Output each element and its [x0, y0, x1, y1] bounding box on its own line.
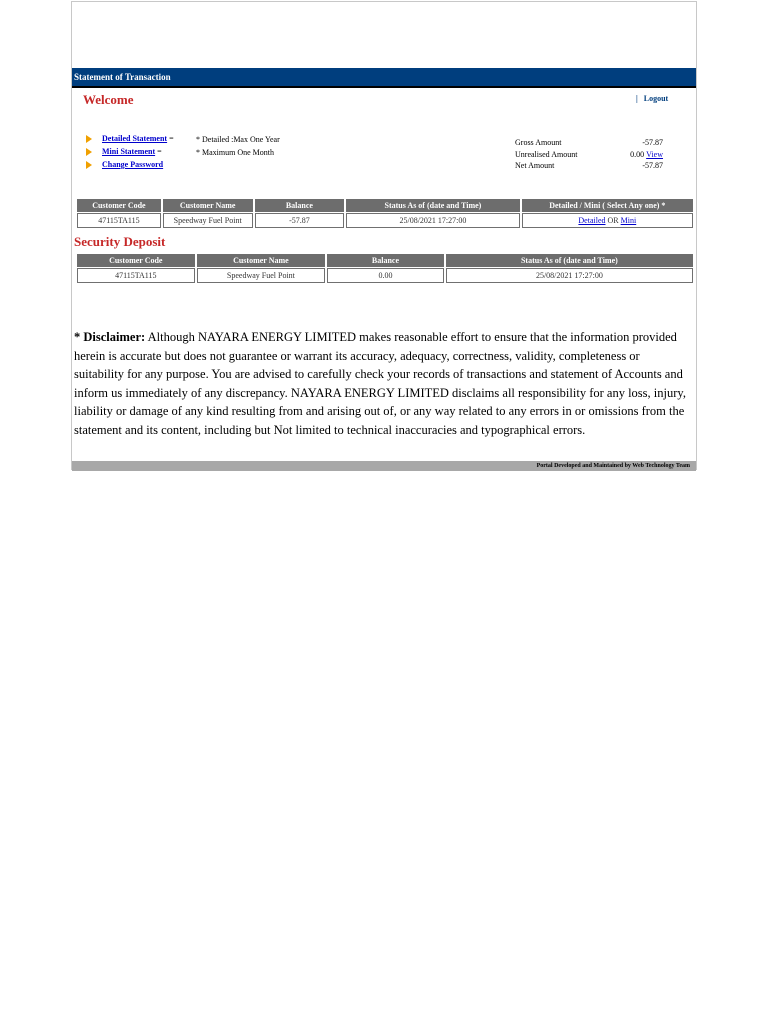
status-cell: 25/08/2021 17:27:00	[346, 213, 519, 228]
table-header-row	[77, 254, 693, 267]
table-header-row	[77, 199, 693, 212]
statement-menu	[86, 132, 174, 171]
table-row	[77, 268, 693, 283]
col-status: Status As of (date and Time)	[446, 254, 693, 267]
customer-code-cell: 47115TA115	[77, 268, 195, 283]
table-row	[77, 213, 693, 228]
menu-item-change-password[interactable]	[86, 158, 174, 171]
gross-amount-value: -57.87	[642, 138, 663, 147]
unrealised-amount-label: Unrealised Amount	[515, 149, 578, 159]
gross-amount-label: Gross Amount	[515, 138, 562, 147]
col-status: Status As of (date and Time)	[346, 199, 519, 212]
change-password-link[interactable]: Change Password	[102, 160, 164, 169]
col-detailed-mini: Detailed / Mini ( Select Any one) *	[522, 199, 693, 212]
footer-bar	[72, 461, 696, 471]
menu-suffix: =	[157, 147, 162, 156]
unrealised-amount-value	[611, 149, 663, 161]
page-title: Statement of Transaction	[74, 72, 171, 82]
menu-item-mini-statement[interactable]	[86, 145, 174, 158]
detailed-mini-cell	[522, 213, 693, 228]
amount-summary	[515, 137, 663, 172]
menu-suffix: =	[169, 134, 174, 143]
status-cell: 25/08/2021 17:27:00	[446, 268, 693, 283]
balance-cell: -57.87	[255, 213, 345, 228]
detailed-note: * Detailed :Max One Year	[196, 135, 280, 144]
logout-area	[636, 94, 668, 103]
mini-statement-link[interactable]: Mini Statement	[102, 147, 156, 156]
unrealised-amount-row	[515, 149, 663, 161]
customer-code-cell: 47115TA115	[77, 213, 161, 228]
col-customer-code: Customer Code	[77, 254, 195, 267]
customer-name-cell: Speedway Fuel Point	[197, 268, 326, 283]
arrow-right-icon	[86, 161, 92, 169]
view-link[interactable]: View	[646, 149, 663, 159]
statement-page	[71, 1, 697, 470]
security-deposit-table	[75, 253, 695, 284]
logout-separator: |	[636, 94, 638, 103]
menu-item-detailed-statement[interactable]	[86, 132, 174, 145]
col-balance: Balance	[327, 254, 444, 267]
net-amount-label: Net Amount	[515, 161, 555, 170]
security-deposit-heading: Security Deposit	[74, 234, 166, 249]
disclaimer-text	[74, 328, 692, 440]
mini-note: * Maximum One Month	[196, 148, 274, 157]
unrealised-amount-number: 0.00	[630, 149, 645, 159]
net-amount-row	[515, 160, 663, 172]
arrow-right-icon	[86, 135, 92, 143]
col-customer-code: Customer Code	[77, 199, 161, 212]
statement-notes	[196, 133, 280, 159]
detailed-link[interactable]: Detailed	[578, 216, 606, 225]
statement-table	[75, 198, 695, 229]
gross-amount-row	[515, 137, 663, 149]
logout-link[interactable]: Logout	[643, 94, 669, 103]
page-title-bar	[72, 68, 696, 88]
col-customer-name: Customer Name	[163, 199, 253, 212]
mini-link[interactable]: Mini	[620, 216, 637, 225]
arrow-right-icon	[86, 148, 92, 156]
col-balance: Balance	[255, 199, 345, 212]
col-customer-name: Customer Name	[197, 254, 326, 267]
balance-cell: 0.00	[327, 268, 444, 283]
or-text: OR	[605, 216, 621, 225]
detailed-statement-link[interactable]: Detailed Statement	[102, 134, 168, 143]
footer-credit: Portal Developed and Maintained by Web Technology Team	[536, 463, 690, 469]
customer-name-cell: Speedway Fuel Point	[163, 213, 253, 228]
disclaimer-label: * Disclaimer:	[74, 330, 146, 344]
disclaimer-body: Although NAYARA ENERGY LIMITED makes reasonable effort to ensure that the information provided herein is accurate but does not guarantee or warrant its accuracy, adequacy, correctness, validity, completeness or suitability for any purpose. You are advised to carefully check your records of transactions and statement of Accounts and inform us immediately of any discrepancy. NAYARA ENERGY LIMITED disclaims all responsibility for any loss, injury, liability or damage of any kind resulting from and arising out of, or any way related to any errors in or omissions from the statement and its content, including but Not limited to technical inaccuracies and typographical errors.	[74, 330, 686, 437]
net-amount-value: -57.87	[642, 161, 663, 170]
welcome-heading: Welcome	[83, 92, 134, 107]
